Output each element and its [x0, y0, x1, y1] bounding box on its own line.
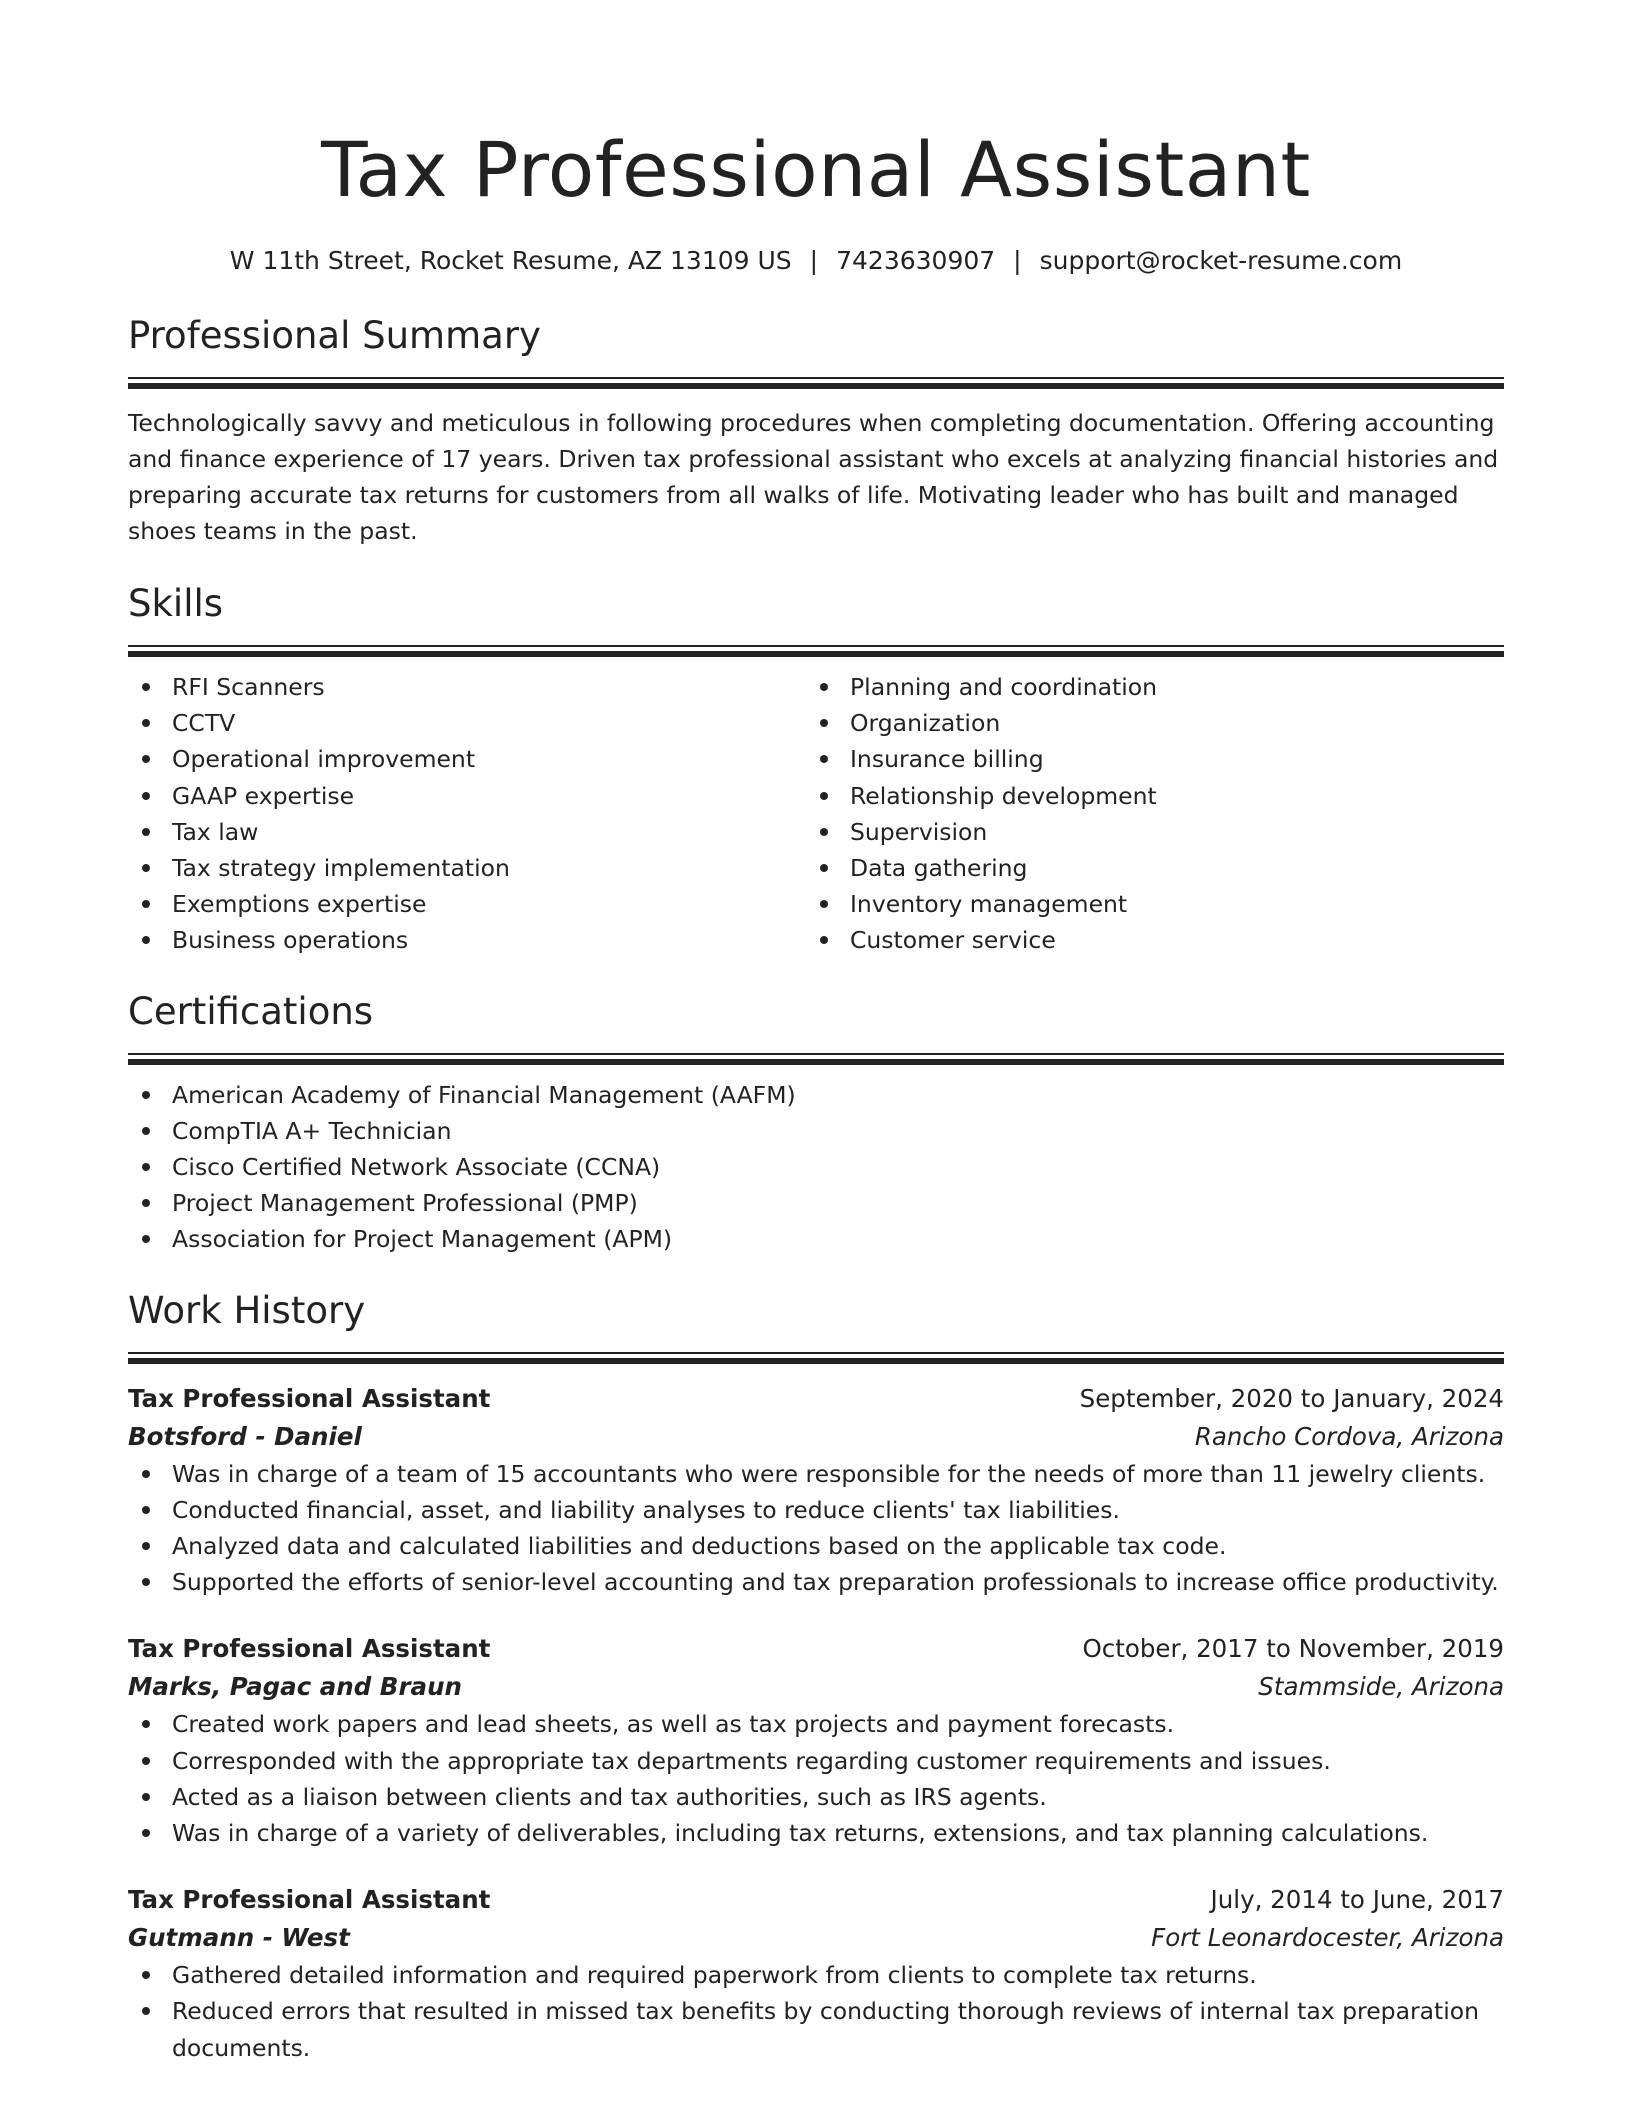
skill-item: RFI Scanners [128, 669, 806, 705]
job-company: Botsford - Daniel [128, 1421, 362, 1451]
skills-section [128, 579, 1504, 959]
skill-item: Planning and coordination [806, 669, 1484, 705]
skills-columns [128, 669, 1504, 959]
job-bullet: Conducted financial, asset, and liability analyses to reduce clients' tax liabilities. [128, 1492, 1504, 1528]
job-location: Stammside, Arizona [1258, 1672, 1504, 1702]
contact-separator: | [1013, 246, 1022, 275]
section-divider [128, 645, 1504, 657]
skill-item: Inventory management [806, 886, 1484, 922]
section-title-certifications: Certifications [128, 989, 374, 1033]
job-bullet: Acted as a liaison between clients and tax authorities, such as IRS agents. [128, 1779, 1504, 1815]
skill-item: Data gathering [806, 850, 1484, 886]
job-dates: July, 2014 to June, 2017 [1210, 1885, 1504, 1915]
job-title: Tax Professional Assistant [128, 1885, 491, 1915]
section-divider [128, 1352, 1504, 1364]
job-title: Tax Professional Assistant [128, 1634, 491, 1664]
job-bullets [128, 1706, 1504, 1851]
skill-item: Supervision [806, 814, 1484, 850]
job-bullet: Was in charge of a variety of deliverables, including tax returns, extensions, and tax planning calculations. [128, 1815, 1504, 1851]
contact-address: W 11th Street, Rocket Resume, AZ 13109 US [229, 246, 792, 275]
job-entry [128, 1380, 1504, 1601]
job-bullets [128, 1957, 1504, 2066]
job-subheader [128, 1919, 1504, 1957]
job-bullet: Gathered detailed information and required paperwork from clients to complete tax returns. [128, 1957, 1504, 1993]
job-subheader [128, 1668, 1504, 1706]
job-dates: September, 2020 to January, 2024 [1079, 1383, 1504, 1413]
job-location: Rancho Cordova, Arizona [1194, 1421, 1504, 1451]
section-title-skills: Skills [128, 582, 224, 625]
job-title: Tax Professional Assistant [128, 1383, 491, 1413]
candidate-name: Tax Professional Assistant [321, 125, 1311, 214]
certifications-section [128, 987, 1504, 1258]
skills-list-right [806, 669, 1484, 959]
job-dates: October, 2017 to November, 2019 [1082, 1634, 1504, 1664]
certification-item: Cisco Certified Network Associate (CCNA) [128, 1149, 1504, 1185]
certification-item: American Academy of Financial Management (AAFM) [128, 1077, 1504, 1113]
job-bullet: Supported the efforts of senior-level accounting and tax preparation professionals to increase office productivity. [128, 1564, 1504, 1600]
section-divider [128, 1053, 1504, 1065]
job-header [128, 1881, 1504, 1919]
skill-item: Customer service [806, 922, 1484, 958]
certification-item: Project Management Professional (PMP) [128, 1185, 1504, 1221]
skill-item: Operational improvement [128, 741, 806, 777]
job-entry [128, 1630, 1504, 1851]
resume-page [128, 0, 1504, 2066]
job-company: Gutmann - West [128, 1923, 350, 1953]
skill-item: Insurance billing [806, 741, 1484, 777]
job-bullet: Corresponded with the appropriate tax departments regarding customer requirements and issues. [128, 1743, 1504, 1779]
skill-item: Business operations [128, 922, 806, 958]
skill-item: GAAP expertise [128, 778, 806, 814]
certification-item: CompTIA A+ Technician [128, 1113, 1504, 1149]
summary-text: Technologically savvy and meticulous in following procedures when completing documentation. Offering accounting and finance experience of 17 years. Driven tax professional assistant who excels at analyzing financial histories and preparing accurate tax returns for customers from all walks of life. Motivating leader who has built and managed shoes teams in the past. [128, 409, 1499, 545]
job-bullet: Reduced errors that resulted in missed tax benefits by conducting thorough reviews of internal tax preparation documents. [128, 1993, 1504, 2065]
job-bullet: Was in charge of a team of 15 accountants who were responsible for the needs of more than 11 jewelry clients. [128, 1456, 1504, 1492]
job-entry [128, 1881, 1504, 2066]
work-history-section [128, 1286, 1504, 2066]
contact-line [128, 244, 1504, 278]
skill-item: Relationship development [806, 778, 1484, 814]
job-location: Fort Leonardocester, Arizona [1151, 1923, 1504, 1953]
section-title-summary: Professional Summary [128, 314, 541, 357]
job-subheader [128, 1418, 1504, 1456]
skill-item: Organization [806, 705, 1484, 741]
summary-section [128, 311, 1504, 549]
contact-phone: 7423630907 [836, 246, 996, 275]
contact-email[interactable]: support@rocket-resume.com [1039, 246, 1403, 275]
job-company: Marks, Pagac and Braun [128, 1672, 462, 1702]
job-bullets [128, 1456, 1504, 1601]
skill-item: Tax law [128, 814, 806, 850]
job-bullet: Analyzed data and calculated liabilities and deductions based on the applicable tax code. [128, 1528, 1504, 1564]
section-title-work-history: Work History [128, 1288, 366, 1332]
certification-item: Association for Project Management (APM) [128, 1221, 1504, 1257]
certifications-list [128, 1077, 1504, 1258]
skill-item: Tax strategy implementation [128, 850, 806, 886]
contact-separator: | [809, 246, 819, 275]
skill-item: CCTV [128, 705, 806, 741]
skills-list-left [128, 669, 806, 959]
job-header [128, 1630, 1504, 1668]
job-bullet: Created work papers and lead sheets, as well as tax projects and payment forecasts. [128, 1706, 1504, 1742]
job-header [128, 1380, 1504, 1418]
section-divider [128, 377, 1504, 389]
skill-item: Exemptions expertise [128, 886, 806, 922]
